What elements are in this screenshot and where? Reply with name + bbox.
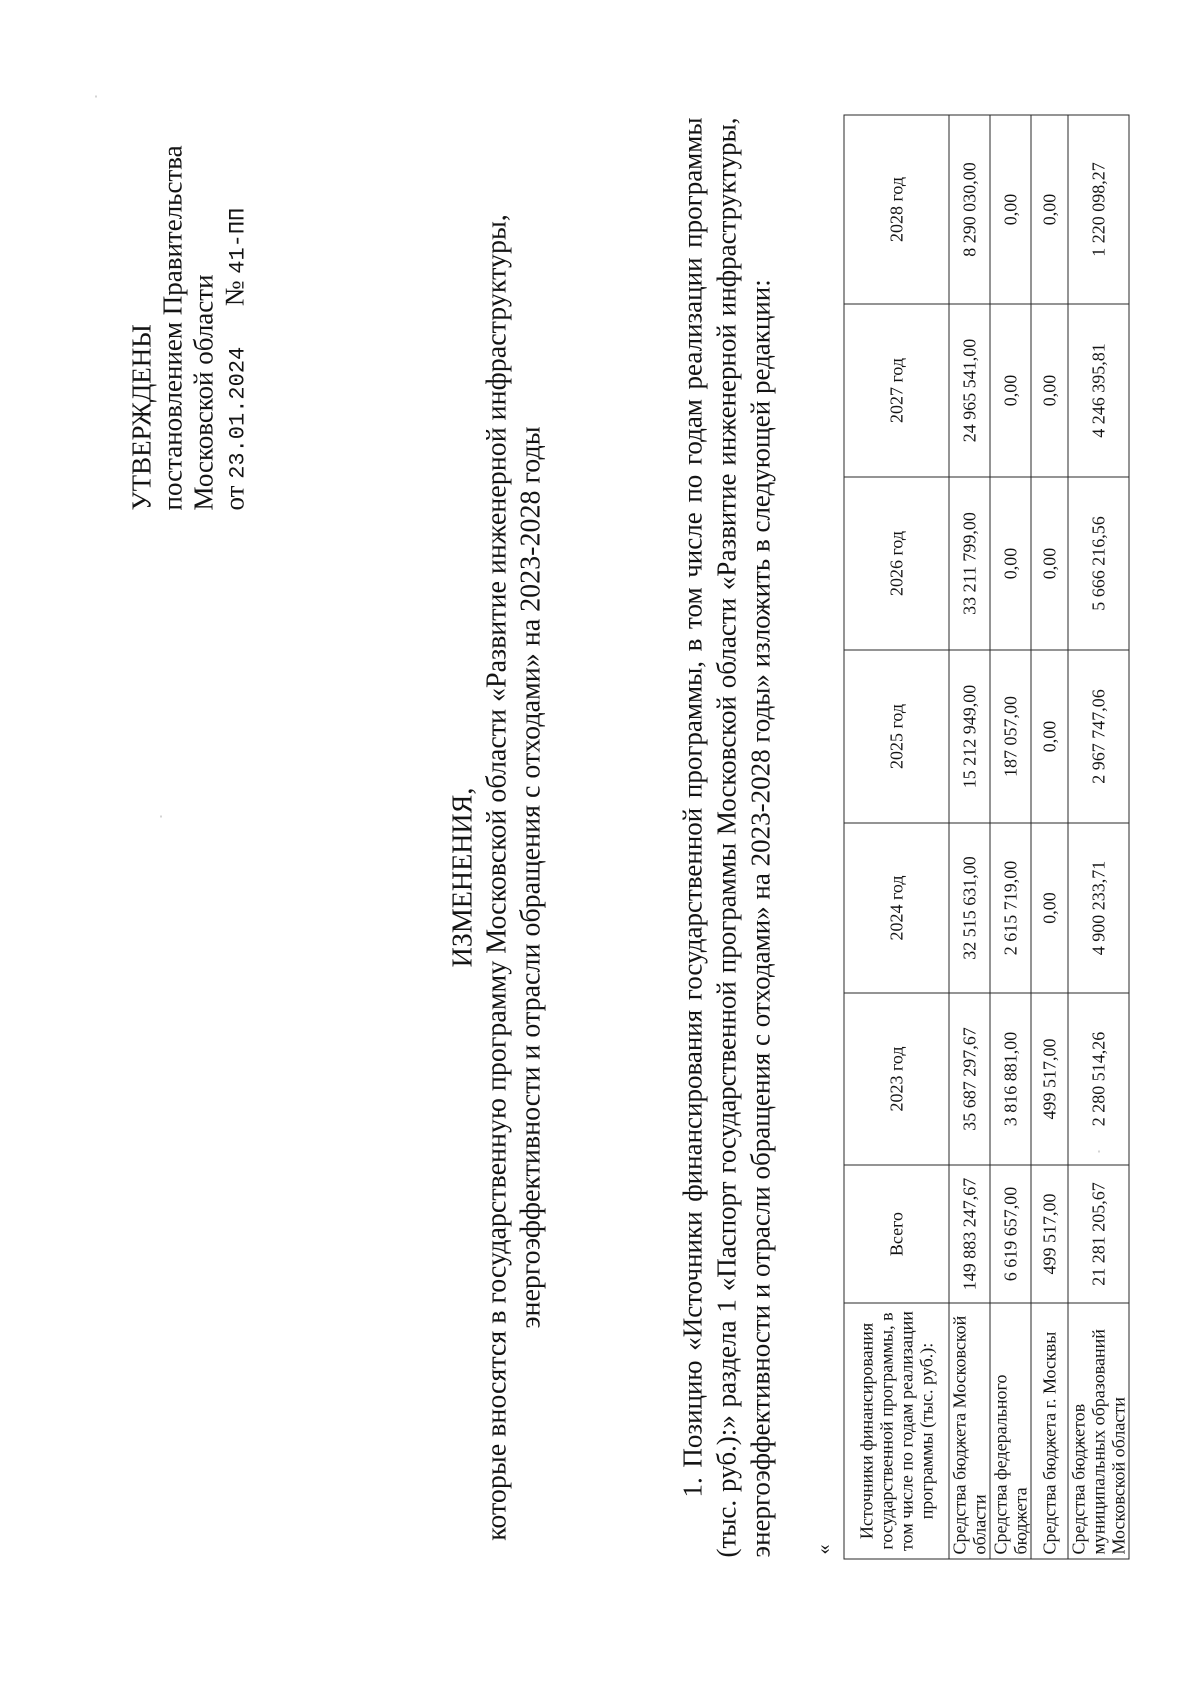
scan-speck — [160, 815, 161, 817]
open-quote-mark: « — [812, 1544, 834, 1554]
approval-date: 23.01.2024 — [225, 346, 250, 479]
cell-2025: 0,00 — [1031, 650, 1068, 823]
cell-2028: 1 220 098,27 — [1068, 115, 1129, 304]
cell-2026: 0,00 — [1031, 477, 1068, 650]
cell-2026: 33 211 799,00 — [949, 477, 990, 650]
document-heading — [446, 167, 548, 1587]
cell-2024: 4 900 233,71 — [1068, 823, 1129, 993]
approval-number-sign: № — [219, 280, 249, 306]
cell-2023: 35 687 297,67 — [949, 993, 990, 1165]
cell-2027: 24 965 541,00 — [949, 304, 990, 477]
approval-line-2: Московской области — [188, 273, 218, 510]
row-label: Средства федерального бюджета — [990, 1303, 1031, 1559]
approval-date-line — [219, 70, 253, 510]
header-2027: 2027 год — [844, 304, 949, 477]
cell-total: 6 619 657,00 — [990, 1165, 1031, 1303]
approval-number: 41-ПП — [225, 207, 250, 274]
cell-2023: 499 517,00 — [1031, 993, 1068, 1165]
cell-2027: 0,00 — [990, 304, 1031, 477]
cell-2025: 2 967 747,06 — [1068, 650, 1129, 823]
row-label: Средства бюджетов муниципальных образований Московской области — [1068, 1303, 1129, 1559]
approval-line-1: постановлением Правительства — [157, 144, 187, 510]
row-label: Средства бюджета Московской области — [949, 1303, 990, 1559]
cell-2026: 0,00 — [990, 477, 1031, 650]
approval-title: УТВЕРЖДЕНЫ — [126, 323, 156, 510]
body-paragraph-block — [675, 117, 777, 1557]
cell-2027: 4 246 395,81 — [1068, 304, 1129, 477]
header-2028: 2028 год — [844, 115, 949, 304]
heading-title: ИЗМЕНЕНИЯ, — [447, 787, 478, 967]
cell-2028: 0,00 — [1031, 115, 1068, 304]
table-row — [949, 115, 990, 1559]
cell-2025: 15 212 949,00 — [949, 650, 990, 823]
approval-stamp — [126, 70, 253, 510]
cell-2023: 2 280 514,26 — [1068, 993, 1129, 1165]
cell-total: 21 281 205,67 — [1068, 1165, 1129, 1303]
cell-2026: 5 666 216,56 — [1068, 477, 1129, 650]
heading-line-1: которые вносятся в государственную программу Московской области «Развитие инженерной инфраструктуры, — [481, 213, 512, 1541]
cell-2028: 8 290 030,00 — [949, 115, 990, 304]
table-row — [1068, 115, 1129, 1559]
cell-2027: 0,00 — [1031, 304, 1068, 477]
cell-total: 499 517,00 — [1031, 1165, 1068, 1303]
header-2024: 2024 год — [844, 823, 949, 993]
body-paragraph: 1. Позицию «Источники финансирования государственной программы, в том числе по годам реализации программы (тыс. руб.):» раздела 1 «Паспорт государственной программы Московской области «Развитие инженерной инфраструктуры, энергоэффективности и отрасли обращения с отходами» на 2023-2028 годы» изложить в следующей редакции: — [677, 117, 775, 1557]
table-header-row — [844, 115, 949, 1559]
scan-speck — [95, 95, 96, 97]
approval-date-prefix: от — [219, 485, 249, 510]
header-total: Всего — [844, 1165, 949, 1303]
header-2025: 2025 год — [844, 650, 949, 823]
financing-table — [843, 114, 1129, 1559]
scan-speck — [1098, 1150, 1099, 1152]
header-sources: Источники финансирования государственной программы, в том числе по годам реализации программы (тыс. руб.): — [844, 1303, 949, 1559]
cell-2024: 32 515 631,00 — [949, 823, 990, 993]
table-row — [990, 115, 1031, 1559]
cell-2025: 187 057,00 — [990, 650, 1031, 823]
cell-2028: 0,00 — [990, 115, 1031, 304]
cell-2023: 3 816 881,00 — [990, 993, 1031, 1165]
heading-line-2: энергоэффективности и отрасли обращения с отходами» на 2023-2028 годы — [515, 425, 546, 1329]
table-row — [1031, 115, 1068, 1559]
cell-2024: 0,00 — [1031, 823, 1068, 993]
row-label: Средства бюджета г. Москвы — [1031, 1303, 1068, 1559]
header-2023: 2023 год — [844, 993, 949, 1165]
cell-total: 149 883 247,67 — [949, 1165, 990, 1303]
cell-2024: 2 615 719,00 — [990, 823, 1031, 993]
header-2026: 2026 год — [844, 477, 949, 650]
